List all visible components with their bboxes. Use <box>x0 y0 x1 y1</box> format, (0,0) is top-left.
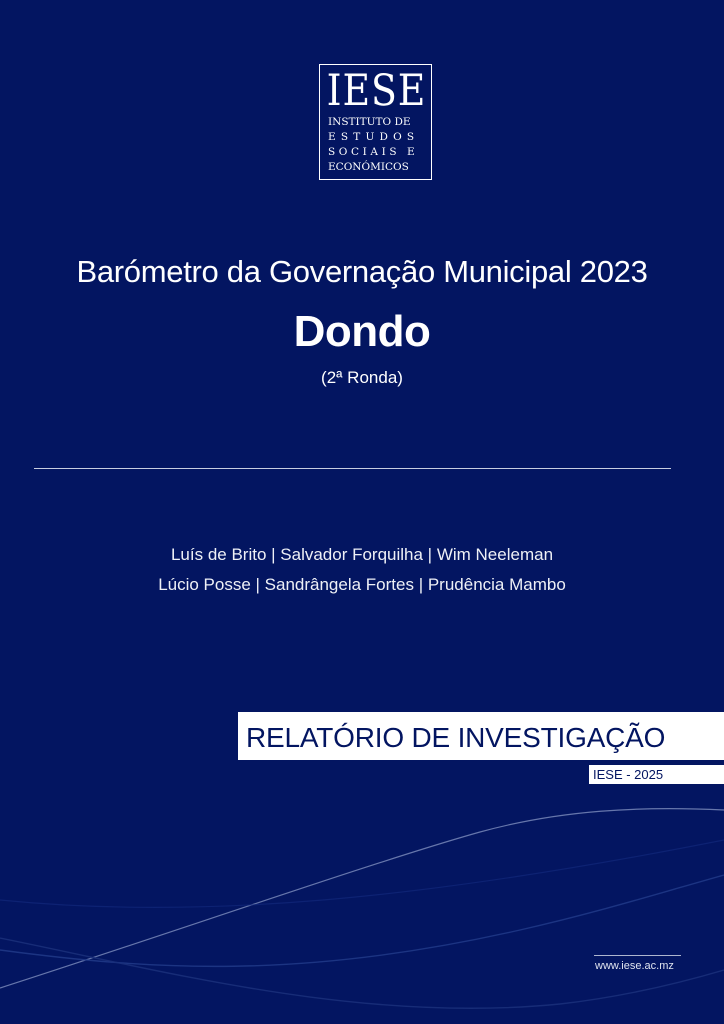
logo-line-4: ECONÓMICOS <box>328 161 409 173</box>
iese-logo <box>319 64 432 180</box>
round-label: (2ª Ronda) <box>321 368 403 387</box>
logo-line-3: SOCIAIS E <box>328 146 419 158</box>
logo-line-1: INSTITUTO DE <box>328 116 411 128</box>
publisher-year-label: IESE - 2025 <box>593 767 664 782</box>
wave-line-3 <box>0 938 724 1008</box>
logo-mark: IESE <box>326 66 427 116</box>
website-link[interactable]: www.iese.ac.mz <box>595 960 674 972</box>
municipality-name: Dondo <box>293 307 431 356</box>
authors-line-1: Luís de Brito | Salvador Forquilha | Wim Neeleman <box>170 545 554 564</box>
report-title: Barómetro da Governação Municipal 2023 <box>76 254 648 289</box>
decorative-waves <box>0 780 724 1024</box>
report-type-label: RELATÓRIO DE INVESTIGAÇÃO <box>246 722 666 753</box>
divider-line <box>34 468 671 469</box>
authors-line-2: Lúcio Posse | Sandrângela Fortes | Prudência Mambo <box>158 575 566 594</box>
website-rule <box>594 955 681 956</box>
wave-line-4 <box>0 840 724 908</box>
logo-line-2: ESTUDOS <box>328 131 420 143</box>
